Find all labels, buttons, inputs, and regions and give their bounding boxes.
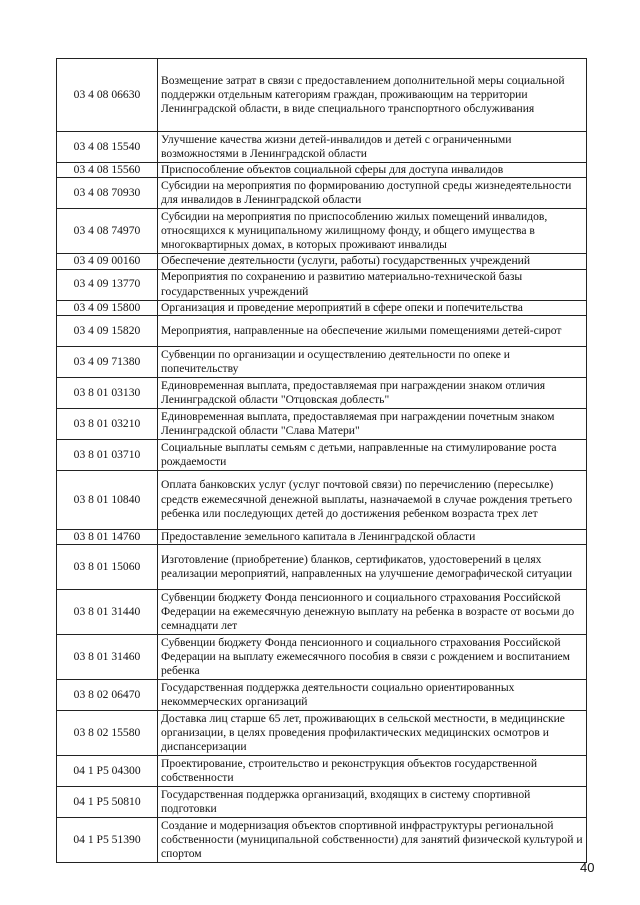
row-description: Оплата банковских услуг (услуг почтовой связи) по перечислению (пересылке) средств ежемесячной денежной выплаты, назначаемой в случае рождения третьего ребенка или последующих детей до достижения ребенком возраста трех лет xyxy=(158,470,587,529)
row-code: 03 4 08 06630 xyxy=(57,59,158,132)
row-code: 03 4 09 71380 xyxy=(57,346,158,377)
table-row xyxy=(57,590,587,635)
row-description: Создание и модернизация объектов спортивной инфраструктуры региональной собственности (муниципальной собственности) для занятий физической культурой и спортом xyxy=(158,818,587,863)
page-number: 40 xyxy=(580,860,595,875)
row-description: Доставка лиц старше 65 лет, проживающих в сельской местности, в медицинские организации, в целях проведения профилактических медицинских осмотров и диспансеризации xyxy=(158,711,587,756)
table-row xyxy=(57,680,587,711)
row-description: Мероприятия, направленные на обеспечение жилыми помещениями детей-сирот xyxy=(158,315,587,346)
table-row xyxy=(57,818,587,863)
table-row xyxy=(57,269,587,300)
row-description: Государственная поддержка деятельности социально ориентированных некоммерческих организаций xyxy=(158,680,587,711)
row-description: Приспособление объектов социальной сферы для доступа инвалидов xyxy=(158,163,587,178)
row-code: 04 1 P5 50810 xyxy=(57,787,158,818)
table-row xyxy=(57,635,587,680)
budget-code-table xyxy=(56,58,587,863)
table-row xyxy=(57,254,587,269)
row-code: 03 8 01 31440 xyxy=(57,590,158,635)
table-row xyxy=(57,545,587,590)
row-code: 03 4 09 00160 xyxy=(57,254,158,269)
row-description: Субвенции бюджету Фонда пенсионного и социального страхования Российской Федерации на ежемесячную денежную выплату на ребенка в возрасте от восьми до семнадцати лет xyxy=(158,590,587,635)
row-code: 04 1 P5 04300 xyxy=(57,756,158,787)
table-row xyxy=(57,315,587,346)
table-row xyxy=(57,346,587,377)
row-code: 03 4 09 15820 xyxy=(57,315,158,346)
row-description: Государственная поддержка организаций, входящих в систему спортивной подготовки xyxy=(158,787,587,818)
row-description: Социальные выплаты семьям с детьми, направленные на стимулирование роста рождаемости xyxy=(158,439,587,470)
table-row xyxy=(57,163,587,178)
row-description: Субсидии на мероприятия по приспособлению жилых помещений инвалидов, относящихся к муниципальному жилищному фонду, и общего имущества в многоквартирных домах, в которых проживают инвалиды xyxy=(158,209,587,254)
row-description: Единовременная выплата, предоставляемая при награждении почетным знаком Ленинградской области "Слава Матери" xyxy=(158,408,587,439)
row-description: Изготовление (приобретение) бланков, сертификатов, удостоверений в целях реализации мероприятий, направленных на улучшение демографической ситуации xyxy=(158,545,587,590)
table-row xyxy=(57,439,587,470)
row-code: 03 8 01 14760 xyxy=(57,529,158,544)
table-row xyxy=(57,209,587,254)
table-row xyxy=(57,756,587,787)
row-code: 03 4 08 70930 xyxy=(57,178,158,209)
table-row xyxy=(57,711,587,756)
table-row xyxy=(57,178,587,209)
row-code: 03 4 08 15540 xyxy=(57,132,158,163)
row-code: 03 8 01 03710 xyxy=(57,439,158,470)
row-code: 03 8 01 03130 xyxy=(57,377,158,408)
row-code: 03 4 08 74970 xyxy=(57,209,158,254)
row-description: Организация и проведение мероприятий в сфере опеки и попечительства xyxy=(158,300,587,315)
row-description: Обеспечение деятельности (услуги, работы) государственных учреждений xyxy=(158,254,587,269)
table-row xyxy=(57,787,587,818)
row-code: 03 8 01 15060 xyxy=(57,545,158,590)
row-code: 03 8 01 31460 xyxy=(57,635,158,680)
row-code: 04 1 P5 51390 xyxy=(57,818,158,863)
row-description: Субвенции по организации и осуществлению деятельности по опеке и попечительству xyxy=(158,346,587,377)
row-description: Субвенции бюджету Фонда пенсионного и социального страхования Российской Федерации на выплату ежемесячного пособия в связи с рождением и воспитанием ребенка xyxy=(158,635,587,680)
row-description: Субсидии на мероприятия по формированию доступной среды жизнедеятельности для инвалидов в Ленинградской области xyxy=(158,178,587,209)
row-description: Мероприятия по сохранению и развитию материально-технической базы государственных учреждений xyxy=(158,269,587,300)
table-body xyxy=(57,59,587,863)
row-code: 03 8 02 15580 xyxy=(57,711,158,756)
row-description: Возмещение затрат в связи с предоставлением дополнительной меры социальной поддержки отдельным категориям граждан, проживающим на территории Ленинградской области, в виде специального транспортного обслуживания xyxy=(158,59,587,132)
row-description: Проектирование, строительство и реконструкция объектов государственной собственности xyxy=(158,756,587,787)
table-row xyxy=(57,377,587,408)
table-row xyxy=(57,59,587,132)
table-row xyxy=(57,132,587,163)
table-row xyxy=(57,300,587,315)
table-row xyxy=(57,529,587,544)
row-code: 03 8 01 10840 xyxy=(57,470,158,529)
row-code: 03 4 09 13770 xyxy=(57,269,158,300)
row-code: 03 4 09 15800 xyxy=(57,300,158,315)
table-row xyxy=(57,408,587,439)
row-code: 03 8 01 03210 xyxy=(57,408,158,439)
row-description: Предоставление земельного капитала в Ленинградской области xyxy=(158,529,587,544)
table-row xyxy=(57,470,587,529)
row-description: Единовременная выплата, предоставляемая при награждении знаком отличия Ленинградской области "Отцовская доблесть" xyxy=(158,377,587,408)
row-description: Улучшение качества жизни детей-инвалидов и детей с ограниченными возможностями в Ленинградской области xyxy=(158,132,587,163)
row-code: 03 4 08 15560 xyxy=(57,163,158,178)
row-code: 03 8 02 06470 xyxy=(57,680,158,711)
